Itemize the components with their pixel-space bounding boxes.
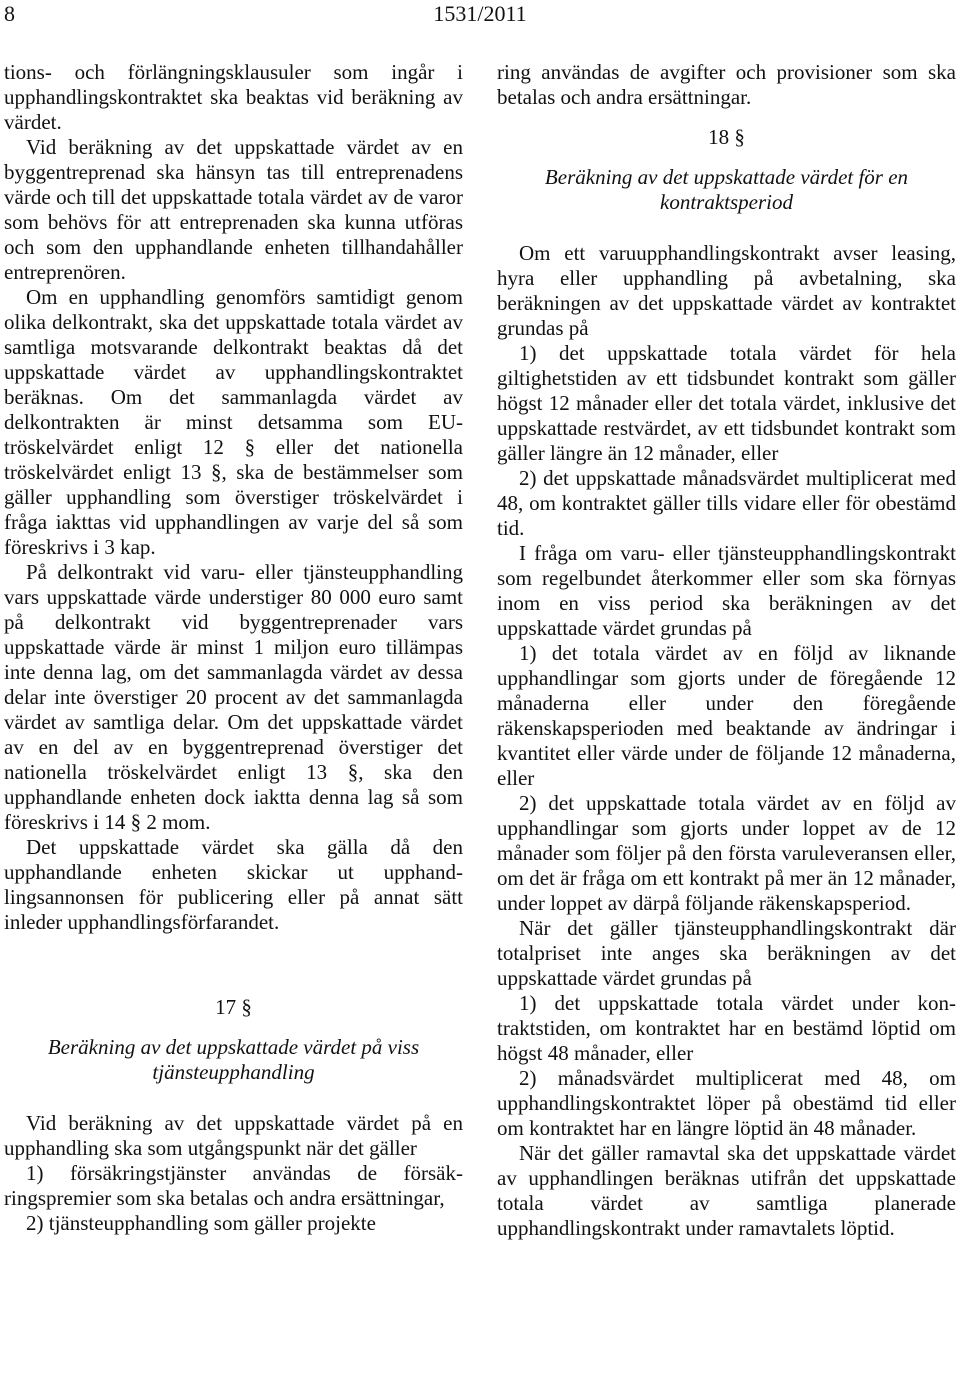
section-heading: Beräkning av det uppskattade värdet på viss tjänsteupphandling [47, 1035, 420, 1084]
list-item: 2) tjänsteupphandling som gäller projekte [26, 1211, 376, 1235]
paragraph: Om ett varuupphandlingskontrakt avser leasing, hyra eller upphandling på avbetalning, ska beräkningen av det uppskattade värdet av kontraktet grundas på [497, 241, 956, 340]
right-column [497, 60, 956, 1241]
paragraph: ring användas de avgifter och provisioner som ska betalas och andra ersättningar. [497, 60, 956, 109]
paragraph: På delkontrakt vid varu- eller tjänsteupphandling vars uppskattade värde understiger 80 000 euro samt på delkontrakt vid byggentreprenader vars uppskattade värde är minst 1 miljon euro tillämpas inte denna lag, om det sammanlagda värdet av dessa delar inte överstiger 20 procent av det sammanlagda värdet av samtliga delar. Om det uppskattade värdet av en del av en byggentreprenad överstiger det nationella tröskelvärdet enligt 13 §, ska den upphandlande enheten dock iaktta denna lag så som föreskrivs i 14 § 2 mom. [4, 560, 463, 834]
paragraph: När det gäller ramavtal ska det uppskattade värdet av upphandlingen beräknas utifrån det uppskattade totala värdet av samtliga planerade upphandlingskontrakt under ramavtalets löptid. [497, 1141, 956, 1240]
paragraph: Vid beräkning av det uppskattade värdet av en byggentreprenad ska hänsyn tas till entreprenadens värde och till det uppskattade totala värdet av de varor som behövs för att entreprenaden ska kunna utföras och som den upphandlande enheten tillhandahåller entreprenören. [4, 135, 463, 284]
document-id: 1531/2011 [433, 1, 527, 26]
left-column [4, 60, 463, 1236]
section-heading: Beräkning av det uppskattade värdet för en kontraktsperiod [544, 165, 909, 214]
list-item: 1) det uppskattade totala värdet under kontraktstiden, om kontraktet har en bestämd löptid om högst 48 månader, eller [497, 991, 956, 1065]
list-item: 1) det totala värdet av en följd av liknande upphandlingar som gjorts under de föregående 12 månaderna eller under den föregående räkenskapsperioden med beaktande av ändringar i kvantitet eller värde under de följande 12 månaderna, eller [497, 641, 956, 790]
paragraph: Om en upphandling genomförs samtidigt genom olika delkontrakt, ska det uppskattade totala värdet av samtliga motsvarande delkontrakt beaktas då det uppskattade värdet av upphandlingskontraktet beräknas. Om det sammanlagda värdet av delkontrakten är minst detsamma som EU-tröskelvärdet enligt 12 § eller det nationella tröskelvärdet enligt 13 §, ska de bestämmelser som gäller upphandling som överstiger tröskelvärdet i fråga iakttas vid upphandlingen av varje del så som föreskrivs i 3 kap. [4, 285, 463, 559]
paragraph: tions- och förlängningsklausuler som ingår i upphandlingskontraktet ska beaktas vid beräkning av värdet. [4, 60, 463, 134]
list-item: 2) det uppskattade månadsvärdet multiplicerat med 48, om kontraktet gäller tills vidare eller för obestämd tid. [497, 466, 956, 540]
page-number: 8 [4, 1, 15, 26]
page-header [0, 0, 960, 30]
list-item: 1) det uppskattade totala värdet för hela giltighetstiden av ett tidsbundet kontrakt som gäller högst 12 månader eller det totala värdet, inklusive det uppskattade restvärdet, av ett tidsbundet kontrakt som gäller längre än 12 månader, eller [497, 341, 956, 465]
section-number: 18 § [708, 125, 745, 149]
section-number: 17 § [215, 995, 252, 1019]
list-item: 2) det uppskattade totala värdet av en följd av upphandlingar som gjorts under loppet av de 12 månader som följer på den första varuleveransen eller, om det är fråga om ett kontrakt på mer än 12 månader, under loppet av därpå följande räkenskapsperiod. [497, 791, 956, 915]
paragraph: Det uppskattade värdet ska gälla då den upphandlande enheten skickar ut upphandlingsannonsen för publicering eller på annat sätt inleder upphandlingsförfarandet. [4, 835, 463, 934]
paragraph: När det gäller tjänsteupphandlingskontrakt där totalpriset inte anges ska beräkningen av det uppskattade värdet grundas på [497, 916, 956, 990]
paragraph: I fråga om varu- eller tjänsteupphandlingskontrakt som regelbundet återkommer eller som ska förnyas inom en viss period ska beräkningen av det uppskattade värdet grundas på [497, 541, 956, 640]
list-item: 2) månadsvärdet multiplicerat med 48, om upphandlingskontraktet löper på obestämd tid eller om kontraktet har en längre löptid än 48 månader. [497, 1066, 956, 1140]
list-item: 1) försäkringstjänster användas de försäkringspremier som ska betalas och andra ersättningar, [4, 1161, 463, 1210]
paragraph: Vid beräkning av det uppskattade värdet på en upphandling ska som utgångspunkt när det gäller [4, 1111, 463, 1160]
